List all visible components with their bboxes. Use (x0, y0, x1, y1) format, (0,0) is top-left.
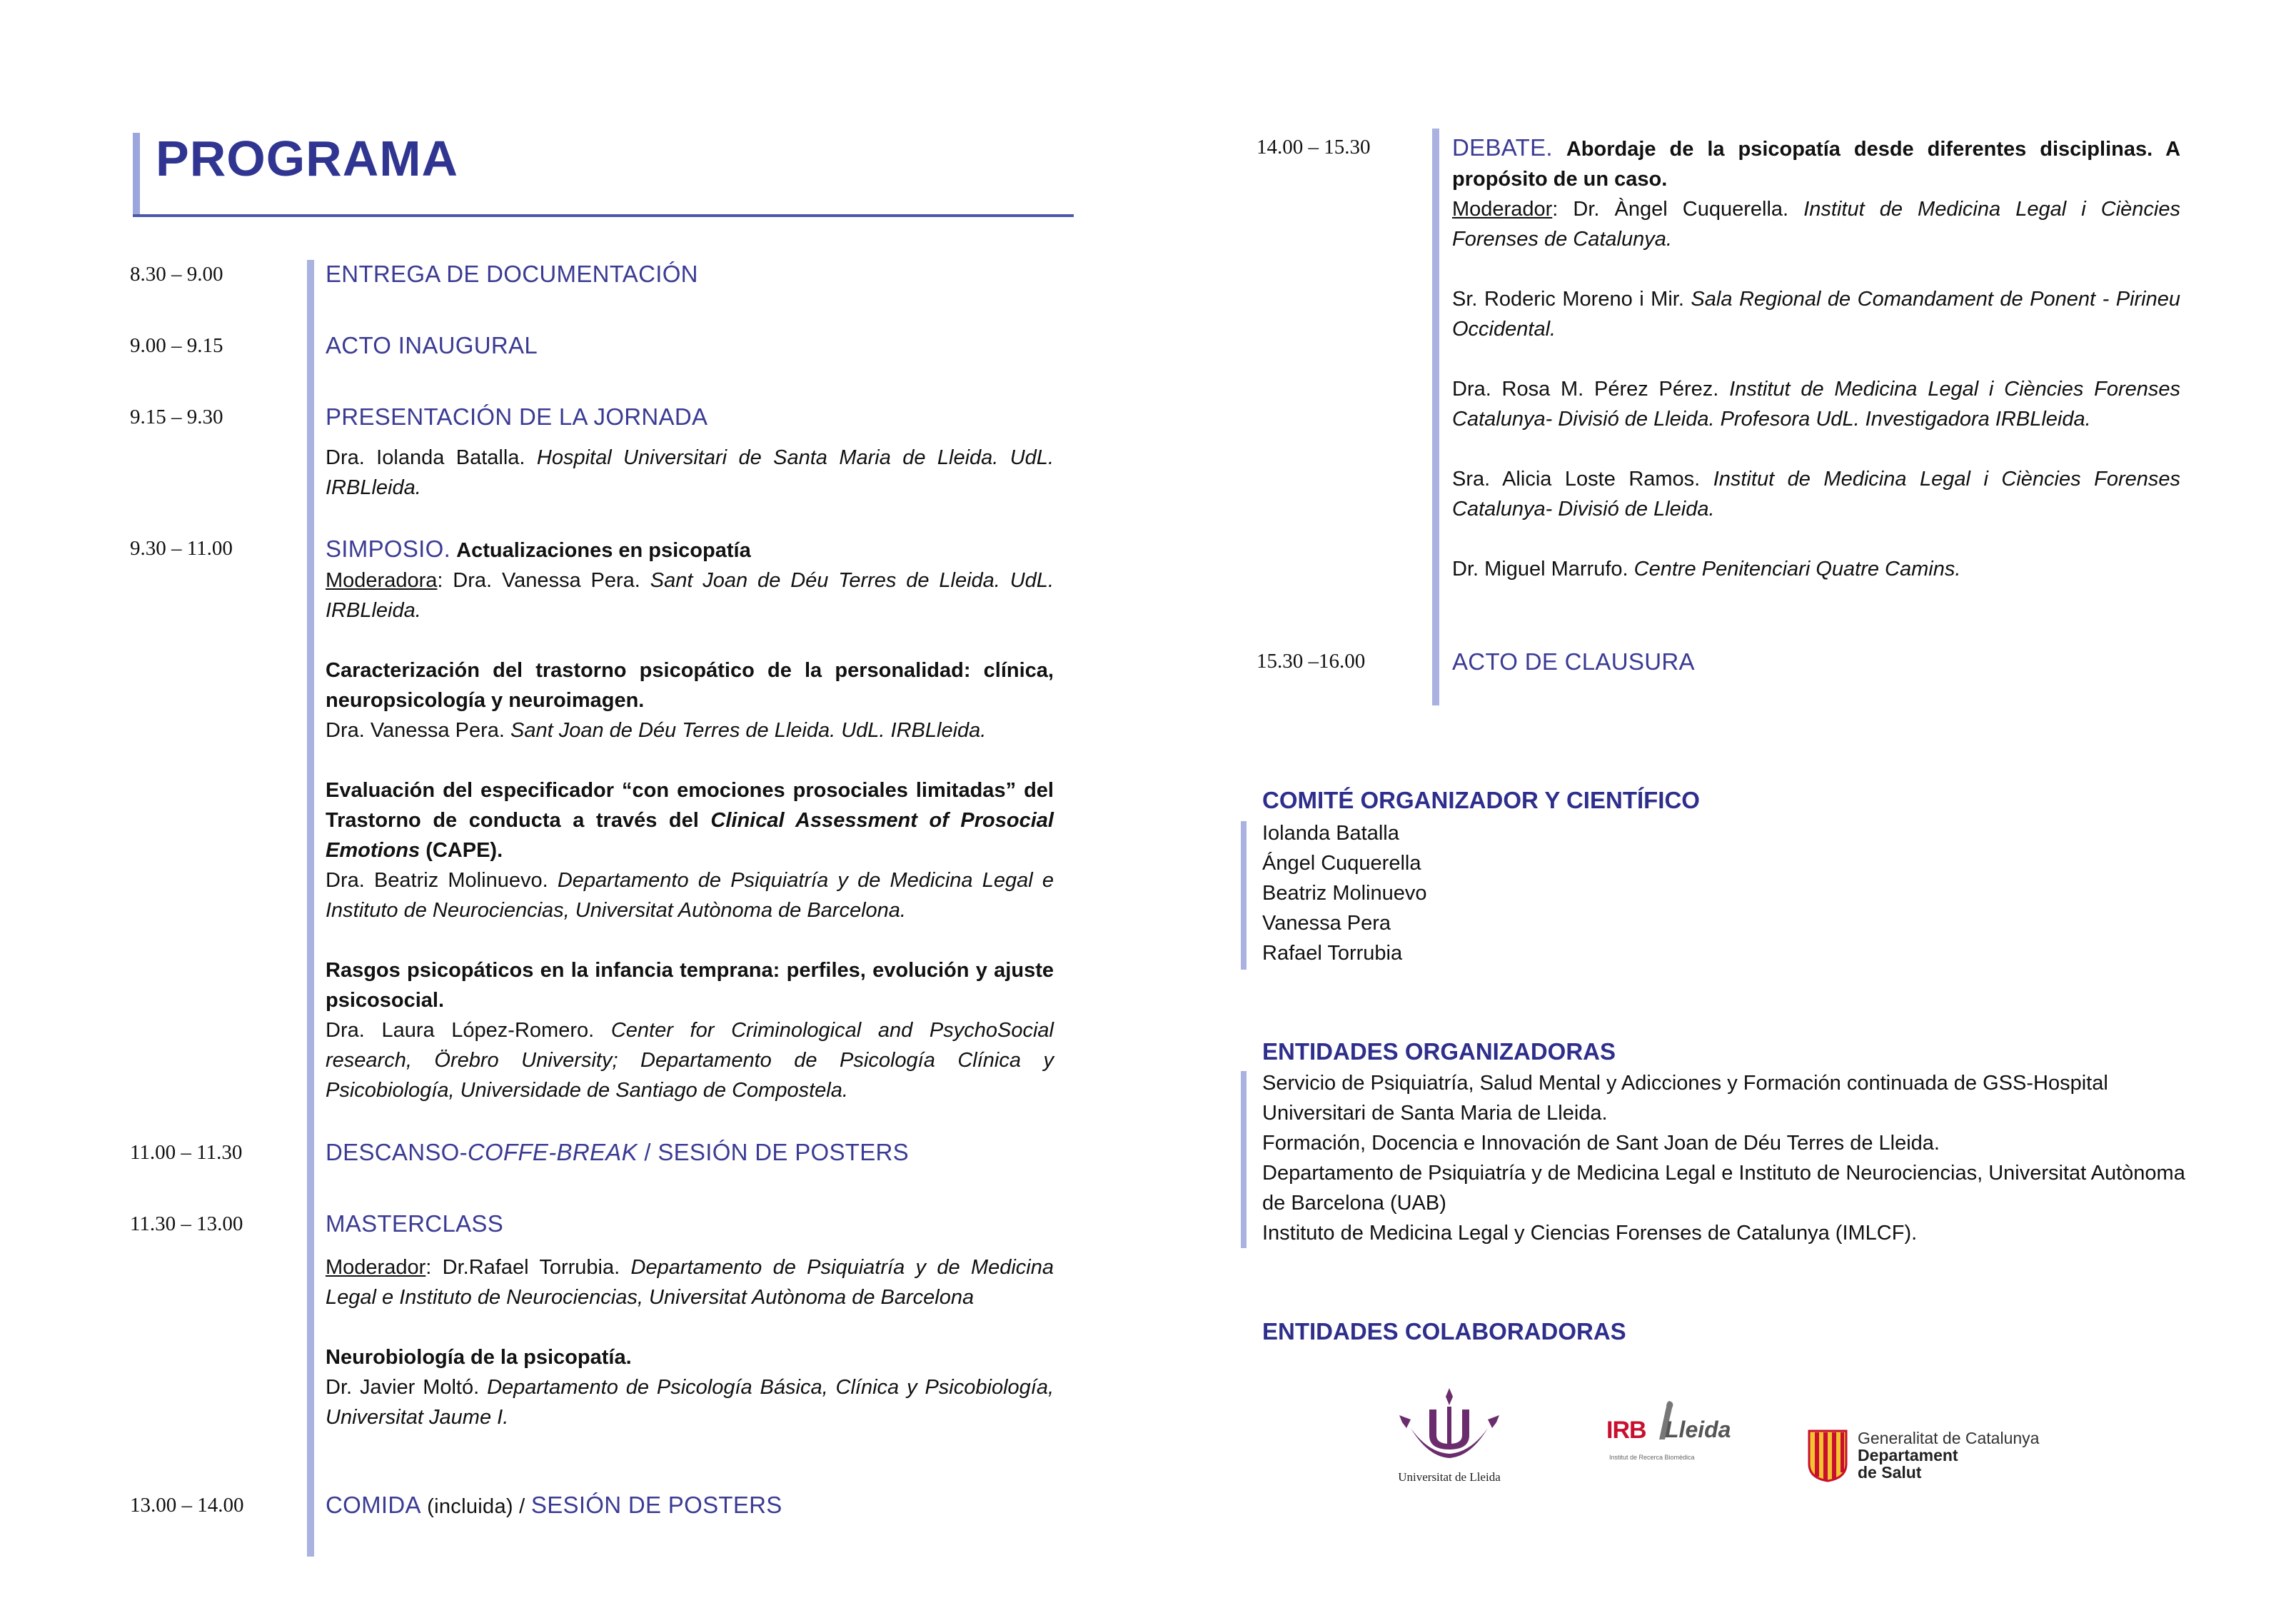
session-heading-part: COMIDA (326, 1492, 421, 1518)
session-heading-note: (incluida) / (421, 1495, 531, 1518)
talk-title-part: (CAPE). (426, 839, 503, 862)
talk-title: Caracterización del trastorno psicopático de la personalidad: clínica, neuropsicología y neuroimagen. (326, 659, 1054, 712)
committee-member: Ángel Cuquerella (1262, 852, 1421, 875)
session-heading (326, 1492, 782, 1519)
committee-member: Beatriz Molinuevo (1262, 882, 1427, 905)
time-slot: 9.30 – 11.00 (130, 537, 233, 560)
udl-emblem-icon (1385, 1385, 1514, 1464)
time-slot: 13.00 – 14.00 (130, 1494, 244, 1517)
session-heading: DEBATE. (1452, 134, 1553, 161)
committee-member: Rafael Torrubia (1262, 942, 1403, 965)
speaker-affiliation: Hospital Universitari de Santa Maria de Lleida. UdL. IRBLleida. (326, 446, 1054, 499)
panelist-name: Sr. Roderic Moreno i Mir. (1452, 288, 1684, 311)
logo-caption: Institut de Recerca Biomèdica (1609, 1454, 1695, 1461)
title-accent-bar (133, 133, 140, 216)
committee-member: Iolanda Batalla (1262, 822, 1399, 845)
time-slot: 9.00 – 9.15 (130, 334, 223, 357)
panelist-affiliation: Institut de Medicina Legal i Ciències Forenses Catalunya- Divisió de Lleida. (1452, 468, 2180, 521)
time-slot: 15.30 –16.00 (1257, 650, 1366, 673)
session-heading: SIMPOSIO. (326, 536, 451, 562)
committee-title: COMITÉ ORGANIZADOR Y CIENTÍFICO (1262, 787, 1700, 813)
organizer-item: Servicio de Psiquiatría, Salud Mental y Adicciones y Formación continuada de GSS-Hospital Universitari de Santa Maria de Lleida. (1262, 1072, 2108, 1125)
committee-member: Vanessa Pera (1262, 912, 1391, 935)
speaker-affiliation: Center for Criminological and PsychoSocial research, Örebro University; Departamento de Psicología Clínica y Psicobiología, Universidade de Santiago de Compostela. (326, 1019, 1054, 1102)
moderator-affiliation: Institut de Medicina Legal i Ciències Forenses de Catalunya. (1452, 198, 2180, 251)
speaker-name: Dra. Beatriz Molinuevo. (326, 869, 548, 892)
logo-generalitat-salut (1806, 1428, 2078, 1492)
speaker-name: Dr. Javier Moltó. (326, 1376, 480, 1399)
separator: / (637, 1139, 658, 1165)
time-slot: 11.00 – 11.30 (130, 1141, 243, 1164)
session-heading: ACTO INAUGURAL (326, 332, 538, 358)
panelist-affiliation: Institut de Medicina Legal i Ciències Forenses Catalunya- Divisió de Lleida. Profesora UdL. Investigadora IRBLleida. (1452, 378, 2181, 431)
session-heading: ENTREGA DE DOCUMENTACIÓN (326, 261, 698, 287)
session-heading-part: SESIÓN DE POSTERS (658, 1139, 909, 1165)
moderator-label: Moderador (326, 1256, 426, 1279)
logo3-line1: Generalitat de Catalunya (1858, 1429, 2040, 1447)
organizers-list (1262, 1068, 2205, 1248)
title-underline (133, 214, 1074, 217)
logo-irb-lleida (1606, 1404, 1742, 1489)
panelist-affiliation: Sala Regional de Comandament de Ponent - Pirineu Occidental. (1452, 288, 2181, 341)
organizer-item: Departamento de Psiquiatría y de Medicina Legal e Instituto de Neurociencias, Universitat Autònoma de Barcelona (UAB) (1262, 1162, 2185, 1215)
logo-caption: Universitat de Lleida (1398, 1470, 1501, 1484)
moderator-name: : Dr.Rafael Torrubia. (426, 1256, 620, 1279)
moderator-affiliation: Departamento de Psiquiatría y de Medicina Legal e Instituto de Neurociencias, Universitat Autònoma de Barcelona (326, 1256, 1054, 1309)
left-timeline-bar (307, 260, 314, 1557)
organizers-title: ENTIDADES ORGANIZADORAS (1262, 1038, 1616, 1065)
session-topic: Actualizaciones en psicopatía (456, 539, 751, 562)
masterclass-block (326, 1252, 1054, 1432)
logo-universitat-lleida (1385, 1385, 1514, 1492)
session-heading-italic: COFFE-BREAK (467, 1139, 638, 1165)
moderator-label: Moderadora (326, 569, 438, 592)
talk-title-italic: Clinical Assessment of Prosocial Emotions (326, 809, 1054, 862)
debate-block (1452, 133, 2180, 584)
moderator-label: Moderador (1452, 198, 1553, 221)
organizer-item: Instituto de Medicina Legal y Ciencias Forenses de Catalunya (IMLCF). (1262, 1222, 1918, 1245)
session-heading: PRESENTACIÓN DE LA JORNADA (326, 403, 708, 430)
right-timeline-bar (1432, 129, 1439, 705)
speaker-name: Dra. Laura López-Romero. (326, 1019, 595, 1042)
panelist-name: Dr. Miguel Marrufo. (1452, 558, 1628, 581)
session-heading: MASTERCLASS (326, 1210, 504, 1237)
page-title: PROGRAMA (156, 131, 459, 186)
committee-bar (1241, 821, 1247, 970)
session-heading (326, 1139, 909, 1166)
talk-title: Rasgos psicopáticos en la infancia temprana: perfiles, evolución y ajuste psicosocial. (326, 959, 1054, 1012)
talk-title (326, 775, 1054, 865)
time-slot: 8.30 – 9.00 (130, 263, 223, 286)
committee-list (1262, 818, 1427, 968)
logo3-line3: de Salut (1858, 1463, 1922, 1482)
session-heading-part: SESIÓN DE POSTERS (530, 1492, 782, 1518)
talk-title-part: Evaluación del especificador “con emociones prosociales limitadas” del Trastorno de conducta a través del (326, 779, 1054, 832)
moderator-name: : Dra. Vanessa Pera. (437, 569, 640, 592)
panelist-affiliation: Centre Penitenciari Quatre Camins. (1633, 558, 1961, 581)
collaborators-title: ENTIDADES COLABORADORAS (1262, 1318, 1626, 1345)
speaker-affiliation: Departamento de Psiquiatría y de Medicina Legal e Instituto de Neurociencias, Universitat Autònoma de Barcelona. (326, 869, 1054, 922)
session-heading-part: DESCANSO- (326, 1139, 468, 1165)
organizers-bar (1241, 1071, 1247, 1248)
session-topic: Abordaje de la psicopatía desde diferentes disciplinas. A propósito de un caso. (1452, 138, 2181, 191)
logo3-line2: Departament (1858, 1446, 1958, 1464)
speaker-affiliation: Departamento de Psicología Básica, Clínica y Psicobiología, Universitat Jaume I. (326, 1376, 1054, 1429)
speaker-name: Dra. Iolanda Batalla. (326, 446, 525, 469)
senyera-emblem-icon (1806, 1428, 1849, 1482)
time-slot: 9.15 – 9.30 (130, 406, 223, 428)
time-slot: 14.00 – 15.30 (1257, 136, 1371, 159)
irb-wordmark: IRB (1606, 1417, 1646, 1444)
lleida-wordmark: Lleida (1665, 1417, 1731, 1442)
panelist-name: Dra. Rosa M. Pérez Pérez. (1452, 378, 1719, 401)
session-speaker-block (326, 443, 1054, 503)
moderator-affiliation: Sant Joan de Déu Terres de Lleida. UdL. IRBLleida. (326, 569, 1054, 622)
symposium-block (326, 534, 1054, 1105)
session-heading: ACTO DE CLAUSURA (1452, 648, 1695, 675)
speaker-affiliation: Sant Joan de Déu Terres de Lleida. UdL. IRBLleida. (510, 719, 987, 742)
time-slot: 11.30 – 13.00 (130, 1212, 243, 1235)
speaker-name: Dra. Vanessa Pera. (326, 719, 505, 742)
organizer-item: Formación, Docencia e Innovación de Sant Joan de Déu Terres de Lleida. (1262, 1132, 1940, 1155)
talk-title: Neurobiología de la psicopatía. (326, 1346, 632, 1369)
moderator-name: : Dr. Àngel Cuquerella. (1552, 198, 1789, 221)
panelist-name: Sra. Alicia Loste Ramos. (1452, 468, 1701, 491)
